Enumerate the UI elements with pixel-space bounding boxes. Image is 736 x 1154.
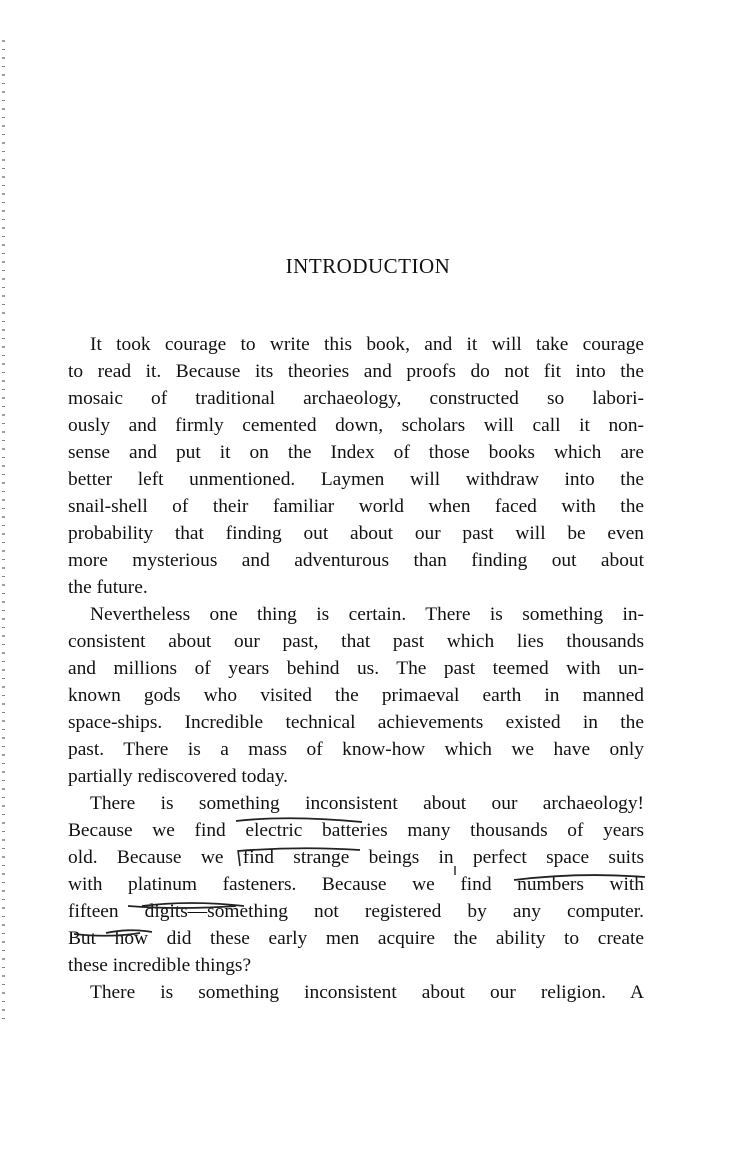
paragraph bbox=[68, 331, 644, 601]
text-line: There is something inconsistent about our religion. A bbox=[90, 982, 644, 1003]
text-line: past. There is a mass of know-how which we have only bbox=[68, 739, 644, 760]
paragraph bbox=[68, 601, 644, 790]
text-line: But how did these early men acquire the ability to create bbox=[68, 928, 644, 949]
binding-edge bbox=[2, 40, 5, 1020]
text-line: old. Because we find strange beings in perfect space suits bbox=[68, 847, 644, 868]
text-line: space-ships. Incredible technical achievements existed in the bbox=[68, 712, 644, 733]
paragraph bbox=[68, 790, 644, 979]
chapter-title: INTRODUCTION bbox=[285, 254, 451, 278]
text-line: mosaic of traditional archaeology, constructed so labori- bbox=[68, 388, 644, 409]
paragraph bbox=[68, 979, 644, 1006]
text-line: sense and put it on the Index of those books which are bbox=[68, 442, 644, 463]
text-line: fifteen digits—something not registered by any computer. bbox=[68, 901, 644, 922]
text-line: It took courage to write this book, and it will take courage bbox=[90, 334, 644, 355]
text-line: more mysterious and adventurous than finding out about bbox=[68, 550, 644, 571]
text-line: these incredible things? bbox=[68, 955, 252, 976]
text-line: snail-shell of their familiar world when faced with the bbox=[68, 496, 644, 517]
text-line: consistent about our past, that past which lies thousands bbox=[68, 631, 644, 652]
text-line: partially rediscovered today. bbox=[68, 766, 289, 787]
text-line: There is something inconsistent about our archaeology! bbox=[90, 793, 644, 814]
body-text bbox=[68, 331, 644, 1006]
text-line: probability that finding out about our past will be even bbox=[68, 523, 644, 544]
text-line: Because we find electric batteries many thousands of years bbox=[68, 820, 644, 841]
text-line: and millions of years behind us. The past teemed with un- bbox=[68, 658, 644, 679]
text-line: ously and firmly cemented down, scholars will call it non- bbox=[68, 415, 644, 436]
text-line: to read it. Because its theories and proofs do not fit into the bbox=[68, 361, 644, 382]
text-line: Nevertheless one thing is certain. There is something in- bbox=[90, 604, 644, 625]
text-line: known gods who visited the primaeval earth in manned bbox=[68, 685, 644, 706]
text-line: the future. bbox=[68, 577, 148, 598]
text-line: with platinum fasteners. Because we find numbers with bbox=[68, 874, 644, 895]
text-line: better left unmentioned. Laymen will withdraw into the bbox=[68, 469, 644, 490]
